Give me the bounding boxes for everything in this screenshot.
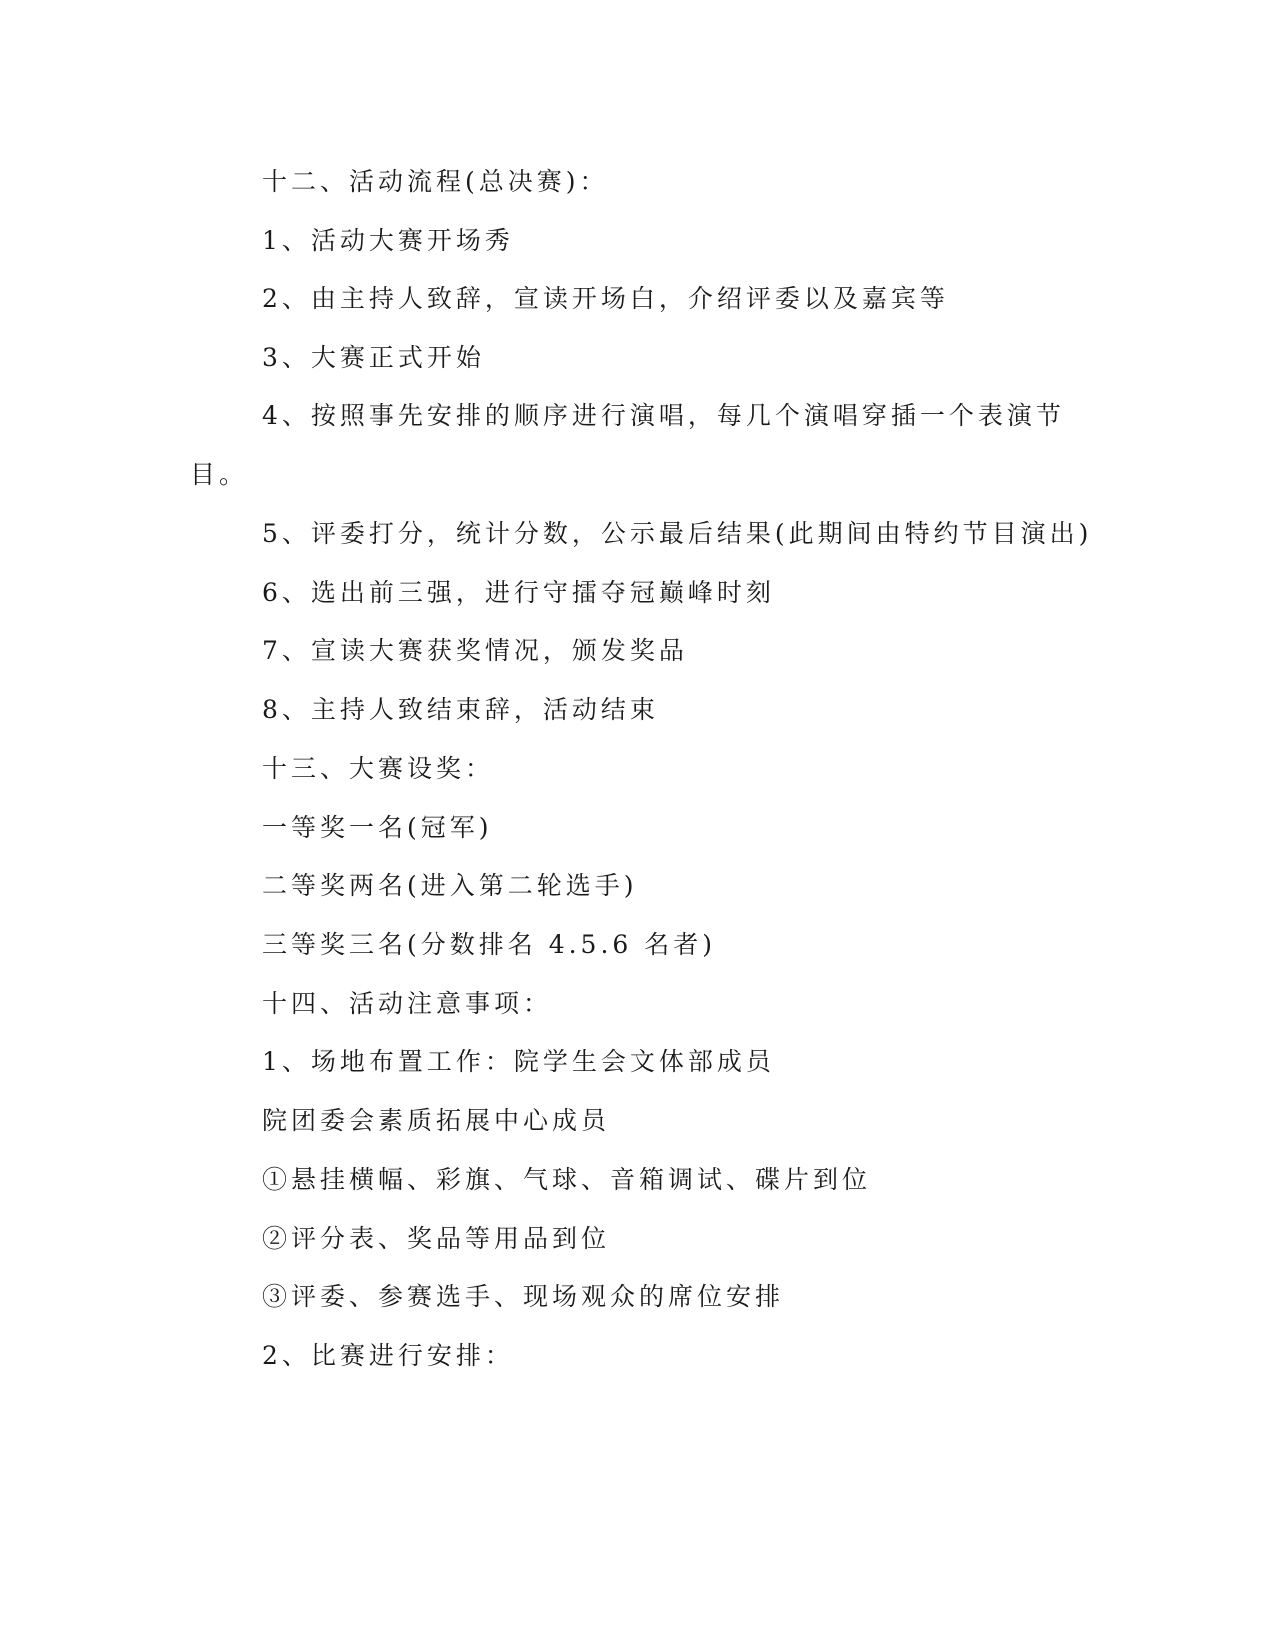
paragraph-line: ③评委、参赛选手、现场观众的席位安排 xyxy=(262,1282,785,1311)
paragraph-line: 5、评委打分，统计分数，公示最后结果(此期间由特约节目演出) xyxy=(262,519,1093,548)
paragraph-line: 8、主持人致结束辞，活动结束 xyxy=(262,695,659,724)
paragraph-line: 7、宣读大赛获奖情况，颁发奖品 xyxy=(262,636,688,665)
paragraph-line: 二等奖两名(进入第二轮选手) xyxy=(262,871,638,900)
paragraph-line: 1、活动大赛开场秀 xyxy=(262,226,514,255)
paragraph-line: 院团委会素质拓展中心成员 xyxy=(262,1106,611,1135)
paragraph-line: ②评分表、奖品等用品到位 xyxy=(262,1224,611,1253)
paragraph-line: 一等奖一名(冠军) xyxy=(262,813,493,842)
paragraph-line: 4、按照事先安排的顺序进行演唱，每几个演唱穿插一个表演节 xyxy=(262,401,1065,430)
paragraph-line: 1、场地布置工作：院学生会文体部成员 xyxy=(262,1047,775,1076)
paragraph-line: 2、由主持人致辞，宣读开场白，介绍评委以及嘉宾等 xyxy=(262,284,949,313)
section-heading-14: 十四、活动注意事项： xyxy=(262,989,553,1018)
paragraph-line: ①悬挂横幅、彩旗、气球、音箱调试、碟片到位 xyxy=(262,1165,872,1194)
paragraph-line: 6、选出前三强，进行守擂夺冠巅峰时刻 xyxy=(262,578,775,607)
section-heading-12: 十二、活动流程(总决赛)： xyxy=(262,167,609,196)
paragraph-line: 2、比赛进行安排： xyxy=(262,1341,514,1370)
paragraph-line-continuation: 目。 xyxy=(190,460,249,489)
section-heading-13: 十三、大赛设奖： xyxy=(262,754,495,783)
paragraph-line: 3、大赛正式开始 xyxy=(262,343,485,372)
paragraph-line: 三等奖三名(分数排名 4.5.6 名者) xyxy=(262,930,717,959)
